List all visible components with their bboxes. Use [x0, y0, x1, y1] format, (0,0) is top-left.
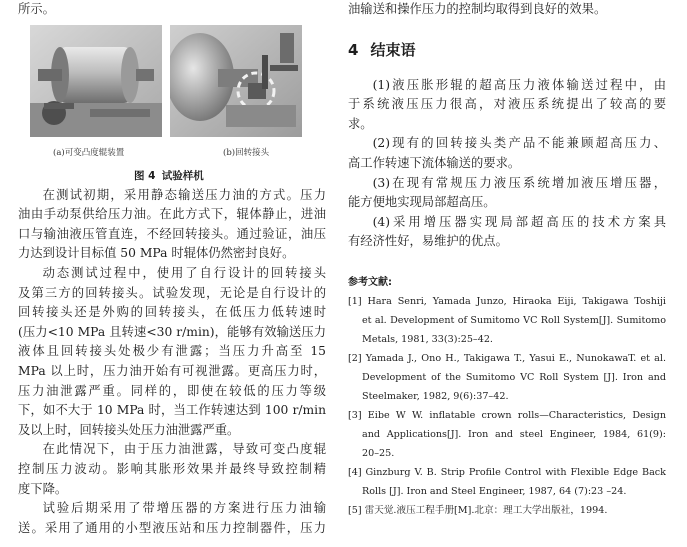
section-title: 结束语 [370, 40, 416, 59]
text-line: 在此情况下，由于压力油泄露，导致可变凸度辊 [42, 442, 326, 457]
caption-a: (a)可变凸度辊装置 [53, 147, 125, 158]
reference-line: [3] Eibe W W. inflatable crown rolls—Characteristics, Design [348, 409, 666, 421]
figure-subcaptions [18, 146, 326, 160]
reference-item [348, 349, 666, 406]
text-line: 于系统液压压力很高，对液压系统提出了较高的要 [348, 97, 666, 112]
reference-line: Rolls [J]. Iron and Steel Engineer, 1987, 64 (7):23 –24. [362, 485, 627, 497]
reference-line: [5] 雷天觉.液压工程手册[M].北京：理工大学出版社，1994. [348, 504, 608, 516]
reference-line: Metals, 1981, 33(3):25–42. [362, 333, 493, 345]
caption-b: (b)回转接头 [223, 147, 270, 158]
text-line: 有经济性好，易维护的优点。 [348, 234, 508, 249]
reference-line: [1] Hara Senri, Yamada Junzo, Hiraoka Eiji, Takigawa Toshiji [348, 295, 666, 307]
paragraph [348, 76, 666, 135]
paragraph [348, 174, 666, 213]
paragraph [18, 499, 326, 538]
reference-line: et al. Development of Sumitomo VC Roll System[J]. Sumitomo [362, 314, 666, 326]
reference-line: 20–25. [362, 447, 395, 459]
text-line: (3)在现有常规压力液压系统增加液压增压器， [372, 175, 666, 190]
figure-photos [18, 25, 326, 137]
text-line: (1)液压胀形辊的超高压力液体输送过程中，由 [372, 77, 666, 92]
text-line: 度下降。 [18, 481, 68, 496]
text-line: 及以上时，回转接头处压力油泄露严重。 [18, 422, 240, 437]
text-line: MPa 以上时，压力油开始有可视泄露。更高压力时， [18, 363, 326, 378]
paragraph [18, 264, 326, 440]
text-line: 压力油泄露严重。同样的，即使在较低的压力等级 [18, 383, 326, 398]
text-line: (2)现有的回转接头类产品不能兼顾超高压力、 [372, 136, 666, 151]
reference-item [348, 292, 666, 349]
reference-line: and Applications[J]. Iron and steel Engineer, 1984, 61(9): [362, 428, 666, 440]
paragraph [348, 134, 666, 173]
text-line: (压力<10 MPa 且转速<30 r/min)，能够有效输送压力 [18, 324, 326, 339]
text-line: 试验后期采用了带增压器的方案进行压力油输 [42, 501, 326, 516]
text-line: 口与输油液压管直连，不经回转接头。通过验证，油压 [18, 226, 326, 241]
left-column [18, 0, 326, 538]
text-line: 液体且回转接头处极少有泄露；当压力升高至 15 [18, 344, 326, 359]
reference-item [348, 463, 666, 501]
text-line: 力达到设计目标值 50 MPa 时辊体仍然密封良好。 [18, 246, 295, 261]
reference-item [348, 406, 666, 463]
text-line: 及第三方的回转接头。试验发现，无论是自行设计的 [18, 285, 326, 300]
photo-variable-crown-roll [30, 25, 162, 137]
text-line: 送。采用了通用的小型液压站和压力控制器件，压力 [18, 520, 326, 535]
section-number: 4 [348, 40, 359, 59]
text-line: 控制压力波动。影响其胀形效果并最终导致控制精 [18, 461, 326, 476]
figure-title [18, 166, 326, 186]
left-top-line: 所示。 [18, 2, 55, 16]
references-heading: 参考文献: [348, 276, 392, 288]
references-list [348, 292, 666, 520]
figure-title-text: 试验样机 [161, 169, 204, 182]
reference-line: [4] Ginzburg V. B. Strip Profile Control with Flexible Edge Back [348, 466, 666, 478]
section-heading [348, 38, 666, 62]
reference-line: Development of the Sumitomo VC Roll System [J]. Iron and [362, 371, 666, 383]
reference-item [348, 501, 666, 520]
reference-line: [2] Yamada J., Ono H., Takigawa T., Yasui E., NunokawaT. et al. [348, 352, 666, 364]
reference-line: Steelmaker, 1982, 9(6):37–42. [362, 390, 509, 402]
text-line: 回转接头还是外购的回转接头，在低压力低转速时 [18, 305, 326, 320]
text-line: (4)采用增压器实现局部超高压的技术方案具 [372, 214, 666, 229]
left-paragraphs [18, 186, 326, 539]
conclusion-paragraphs [348, 76, 666, 252]
figure-label: 图 4 [133, 169, 156, 182]
photo-rotary-joint [170, 25, 302, 137]
text-line: 高工作转速下流体输送的要求。 [348, 155, 521, 170]
text-line: 在测试初期，采用静态输送压力油的方式。压力 [42, 187, 326, 202]
paragraph [18, 440, 326, 499]
paragraph [348, 213, 666, 252]
text-line: 下，如不大于 10 MPa 时，当工作转速达到 100 r/min [18, 403, 326, 418]
paragraph [18, 186, 326, 264]
text-line: 动态测试过程中，使用了自行设计的回转接头 [42, 265, 326, 280]
text-line: 求。 [348, 116, 373, 131]
right-column [348, 0, 666, 520]
right-top-line: 油输送和操作压力的控制均取得到良好的效果。 [348, 2, 607, 16]
text-line: 油由手动泵供给压力油。在此方式下，辊体静止，进油 [18, 207, 326, 222]
text-line: 能方便地实现局部超高压。 [348, 195, 496, 210]
